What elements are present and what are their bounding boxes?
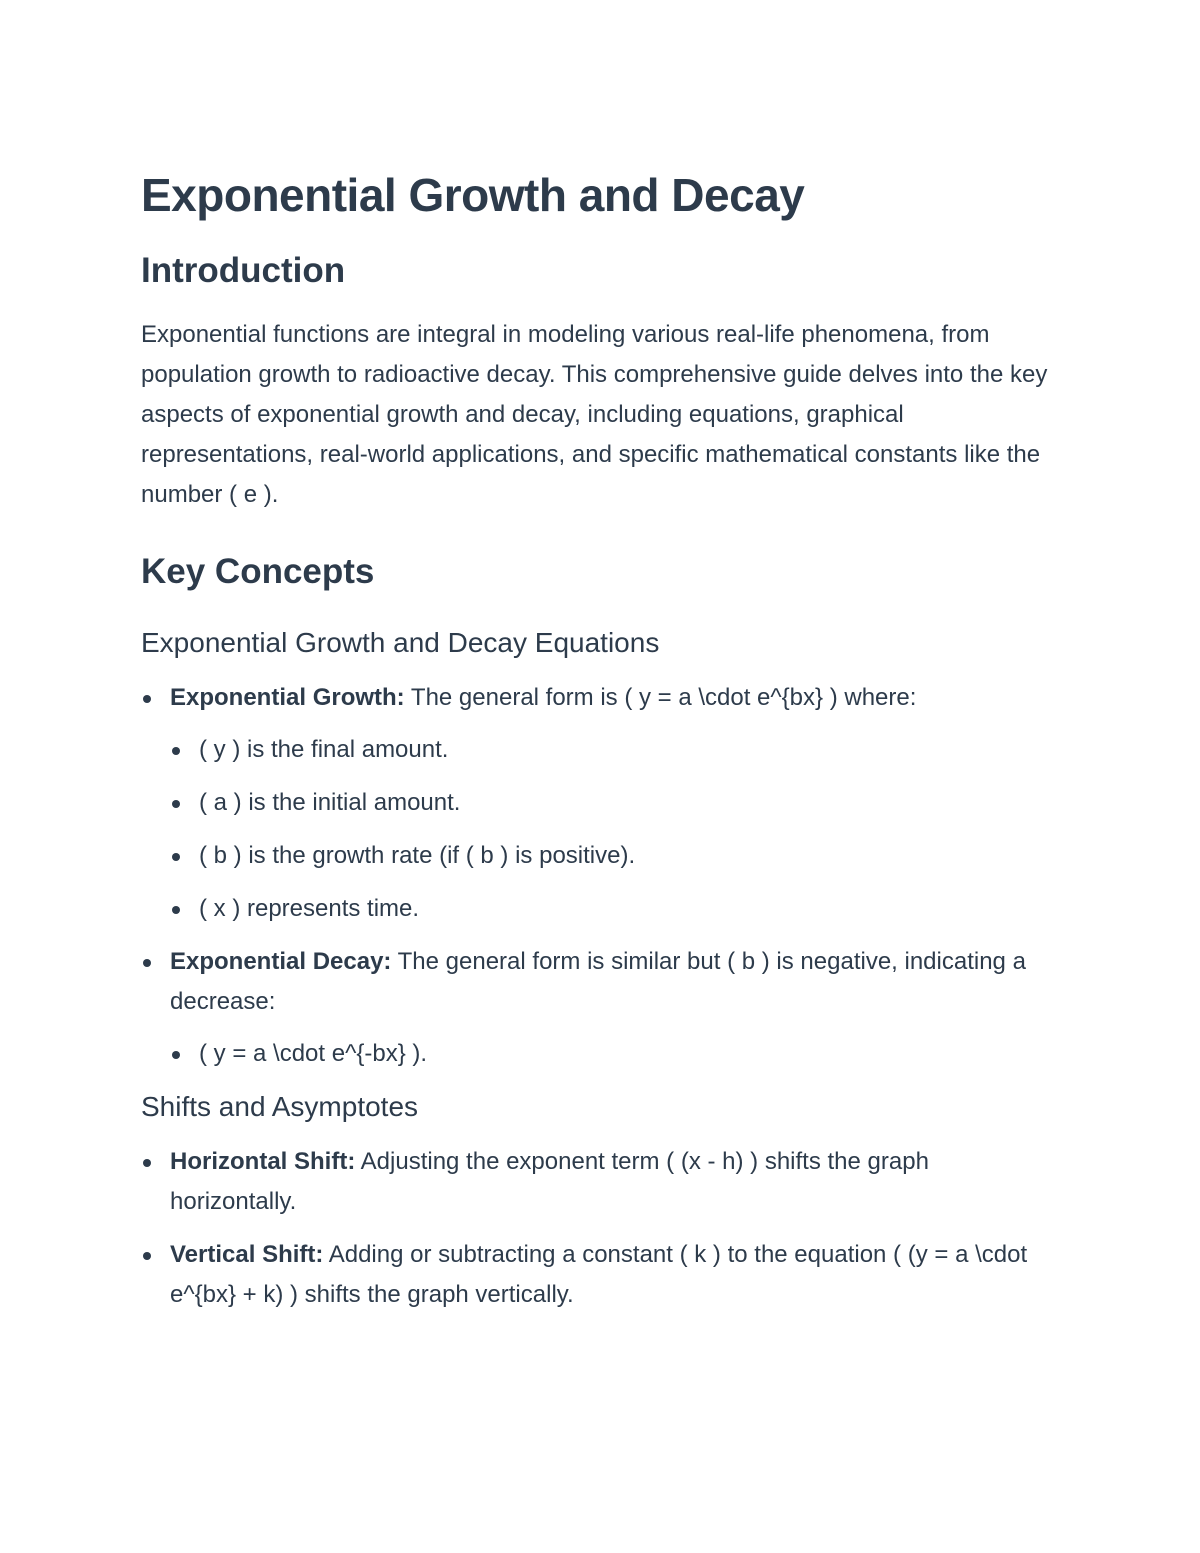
page-title: Exponential Growth and Decay xyxy=(141,169,805,221)
growth-text: The general form is ( y = a \cdot e^{bx} ) where: xyxy=(404,684,917,711)
introduction-heading: Introduction xyxy=(141,251,346,290)
list-item: ( y ) is the final amount. xyxy=(170,730,1061,770)
vertical-shift-label: Vertical Shift: xyxy=(170,1241,324,1268)
list-item: ( b ) is the growth rate (if ( b ) is positive). xyxy=(170,836,1061,876)
list-item: ( a ) is the initial amount. xyxy=(170,783,1061,823)
decay-sublist xyxy=(170,1034,1061,1074)
horizontal-shift-item xyxy=(141,1142,1061,1222)
growth-label: Exponential Growth: xyxy=(170,684,405,711)
introduction-paragraph: Exponential functions are integral in modeling various real-life phenomena, from population growth to radioactive decay. This comprehensive guide delves into the key aspects of exponential growth and decay, including equations, graphical representations, real-world applications, and specific mathematical constants like the number ( e ). xyxy=(141,321,1048,508)
decay-label: Exponential Decay: xyxy=(170,948,392,975)
vertical-shift-item xyxy=(141,1235,1061,1315)
growth-sublist xyxy=(170,730,1061,929)
horizontal-shift-text: Adjusting the exponent term ( (x - h) ) shifts the graph horizontally. xyxy=(170,1148,929,1215)
key-concepts-heading: Key Concepts xyxy=(141,552,375,591)
equations-list xyxy=(141,678,1061,1074)
list-item: ( y = a \cdot e^{-bx} ). xyxy=(170,1034,1061,1074)
shifts-list xyxy=(141,1142,1061,1315)
growth-list-item xyxy=(141,678,1061,929)
horizontal-shift-label: Horizontal Shift: xyxy=(170,1148,356,1175)
list-item: ( x ) represents time. xyxy=(170,889,1061,929)
decay-list-item xyxy=(141,942,1061,1074)
equations-subheading: Exponential Growth and Decay Equations xyxy=(141,627,660,658)
document-page xyxy=(141,160,1061,1328)
vertical-shift-text: Adding or subtracting a constant ( k ) to the equation ( (y = a \cdot e^{bx} + k) ) shifts the graph vertically. xyxy=(170,1241,1028,1308)
decay-text: The general form is similar but ( b ) is negative, indicating a decrease: xyxy=(170,948,1026,1015)
shifts-subheading: Shifts and Asymptotes xyxy=(141,1091,419,1122)
